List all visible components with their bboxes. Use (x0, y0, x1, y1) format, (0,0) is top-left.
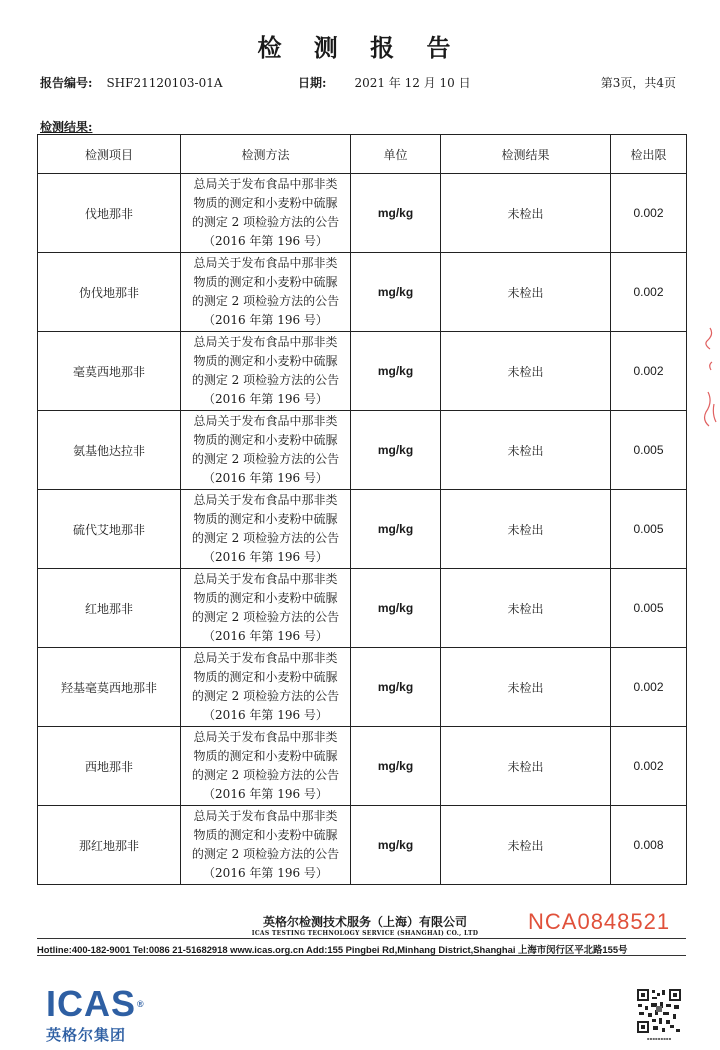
unit-cell: mg/kg (351, 332, 441, 411)
table-header-row (38, 135, 687, 174)
method-cell (181, 490, 351, 569)
table-row (38, 569, 687, 648)
method-cell (181, 253, 351, 332)
method-line: 的测定 2 项检验方法的公告 (191, 215, 340, 229)
item-cell: 毫莫西地那非 (38, 332, 181, 411)
method-cell (181, 569, 351, 648)
serial-digits: 0848521 (577, 909, 671, 934)
lod-cell: 0.002 (611, 253, 687, 332)
company-name-en: ICAS TESTING TECHNOLOGY SERVICE (SHANGHAI) CO., LTD (251, 930, 479, 937)
method-line: 总局关于发布食品中那非类 (193, 809, 338, 823)
method-line: （2016 年第 196 号） (203, 708, 328, 722)
result-cell: 未检出 (441, 253, 611, 332)
method-line: 的测定 2 项检验方法的公告 (191, 373, 340, 387)
method-cell (181, 174, 351, 253)
header-cell: 检测项目 (38, 135, 181, 174)
table-row (38, 253, 687, 332)
method-line: 物质的测定和小麦粉中硫脲 (193, 275, 338, 289)
report-date-label: 日期: (298, 76, 327, 90)
serial-prefix: NCA (528, 909, 578, 934)
qr-caption: ▪▪▪▪▪▪▪▪▪ (646, 1036, 672, 1041)
method-line: 物质的测定和小麦粉中硫脲 (193, 828, 338, 842)
item-cell: 氨基他达拉非 (38, 411, 181, 490)
method-line: 的测定 2 项检验方法的公告 (191, 531, 340, 545)
method-cell (181, 727, 351, 806)
unit-cell: mg/kg (351, 727, 441, 806)
method-line: 物质的测定和小麦粉中硫脲 (193, 354, 338, 368)
table-row (38, 411, 687, 490)
unit-cell: mg/kg (351, 806, 441, 885)
method-line: 总局关于发布食品中那非类 (193, 730, 338, 744)
item-cell: 西地那非 (38, 727, 181, 806)
method-line: 的测定 2 项检验方法的公告 (191, 452, 340, 466)
qr-code-icon (636, 988, 682, 1034)
method-line: 总局关于发布食品中那非类 (193, 256, 338, 270)
unit-cell: mg/kg (351, 569, 441, 648)
report-number-value: SHF21120103-01A (106, 76, 223, 90)
unit-cell: mg/kg (351, 174, 441, 253)
method-line: 的测定 2 项检验方法的公告 (191, 610, 340, 624)
section-label: 检测结果: (40, 120, 93, 134)
lod-cell: 0.002 (611, 332, 687, 411)
method-line: （2016 年第 196 号） (203, 313, 328, 327)
method-line: 的测定 2 项检验方法的公告 (191, 768, 340, 782)
result-cell: 未检出 (441, 332, 611, 411)
method-line: （2016 年第 196 号） (203, 866, 328, 880)
method-line: （2016 年第 196 号） (203, 471, 328, 485)
serial-number (528, 909, 670, 935)
method-line: 的测定 2 项检验方法的公告 (191, 847, 340, 861)
result-cell: 未检出 (441, 806, 611, 885)
registered-mark-icon: ® (137, 999, 145, 1009)
item-cell: 伐地那非 (38, 174, 181, 253)
lod-cell: 0.005 (611, 490, 687, 569)
result-cell: 未检出 (441, 174, 611, 253)
item-cell: 硫代艾地那非 (38, 490, 181, 569)
result-cell: 未检出 (441, 411, 611, 490)
item-cell: 那红地那非 (38, 806, 181, 885)
handwritten-signature-icon (696, 300, 720, 450)
method-cell (181, 332, 351, 411)
method-line: 的测定 2 项检验方法的公告 (191, 689, 340, 703)
contact-line: Hotline:400-182-9001 Tel:0086 21-51682918 www.icas.org.cn Add:155 Pingbei Rd,Minhang District,Shanghai 上海市闵行区平北路155号 (37, 944, 628, 955)
unit-cell: mg/kg (351, 253, 441, 332)
report-title: 检 测 报 告 (257, 33, 463, 62)
method-line: （2016 年第 196 号） (203, 392, 328, 406)
report-date-value: 2021 年 12 月 10 日 (354, 76, 471, 90)
table-row (38, 648, 687, 727)
method-line: 总局关于发布食品中那非类 (193, 414, 338, 428)
method-line: 物质的测定和小麦粉中硫脲 (193, 591, 338, 605)
table-row (38, 332, 687, 411)
item-cell: 羟基毫莫西地那非 (38, 648, 181, 727)
table-row (38, 174, 687, 253)
lod-cell: 0.008 (611, 806, 687, 885)
lod-cell: 0.002 (611, 648, 687, 727)
method-cell (181, 411, 351, 490)
report-date (298, 74, 471, 91)
method-cell (181, 806, 351, 885)
method-line: 总局关于发布食品中那非类 (193, 335, 338, 349)
result-cell: 未检出 (441, 727, 611, 806)
report-number-label: 报告编号: (40, 76, 93, 90)
unit-cell: mg/kg (351, 411, 441, 490)
header-cell: 检测方法 (181, 135, 351, 174)
method-line: 物质的测定和小麦粉中硫脲 (193, 749, 338, 763)
table-row (38, 490, 687, 569)
lod-cell: 0.002 (611, 727, 687, 806)
method-line: 总局关于发布食品中那非类 (193, 572, 338, 586)
lod-cell: 0.005 (611, 569, 687, 648)
header-cell: 检测结果 (441, 135, 611, 174)
method-line: 物质的测定和小麦粉中硫脲 (193, 512, 338, 526)
report-number (40, 74, 223, 91)
footer-divider (37, 938, 686, 939)
method-cell (181, 648, 351, 727)
result-cell: 未检出 (441, 648, 611, 727)
logo-subtitle: 英格尔集团 (46, 1026, 127, 1044)
results-table (37, 134, 687, 885)
method-line: 总局关于发布食品中那非类 (193, 177, 338, 191)
header-cell: 检出限 (611, 135, 687, 174)
method-line: 物质的测定和小麦粉中硫脲 (193, 670, 338, 684)
method-line: （2016 年第 196 号） (203, 787, 328, 801)
method-line: （2016 年第 196 号） (203, 550, 328, 564)
table-row (38, 727, 687, 806)
unit-cell: mg/kg (351, 490, 441, 569)
method-line: （2016 年第 196 号） (203, 629, 328, 643)
method-line: 物质的测定和小麦粉中硫脲 (193, 433, 338, 447)
result-cell: 未检出 (441, 569, 611, 648)
header-cell: 单位 (351, 135, 441, 174)
logo-wordmark: ICAS (46, 983, 137, 1024)
lod-cell: 0.002 (611, 174, 687, 253)
lod-cell: 0.005 (611, 411, 687, 490)
result-cell: 未检出 (441, 490, 611, 569)
method-line: （2016 年第 196 号） (203, 234, 328, 248)
method-line: 总局关于发布食品中那非类 (193, 493, 338, 507)
company-logo (46, 983, 145, 1045)
item-cell: 伪伐地那非 (38, 253, 181, 332)
unit-cell: mg/kg (351, 648, 441, 727)
footer-divider (37, 955, 686, 956)
company-name-cn: 英格尔检测技术服务（上海）有限公司 (262, 915, 467, 929)
method-line: 物质的测定和小麦粉中硫脲 (193, 196, 338, 210)
page-indicator: 第3页，共4页 (600, 76, 676, 90)
table-row (38, 806, 687, 885)
method-line: 的测定 2 项检验方法的公告 (191, 294, 340, 308)
item-cell: 红地那非 (38, 569, 181, 648)
method-line: 总局关于发布食品中那非类 (193, 651, 338, 665)
